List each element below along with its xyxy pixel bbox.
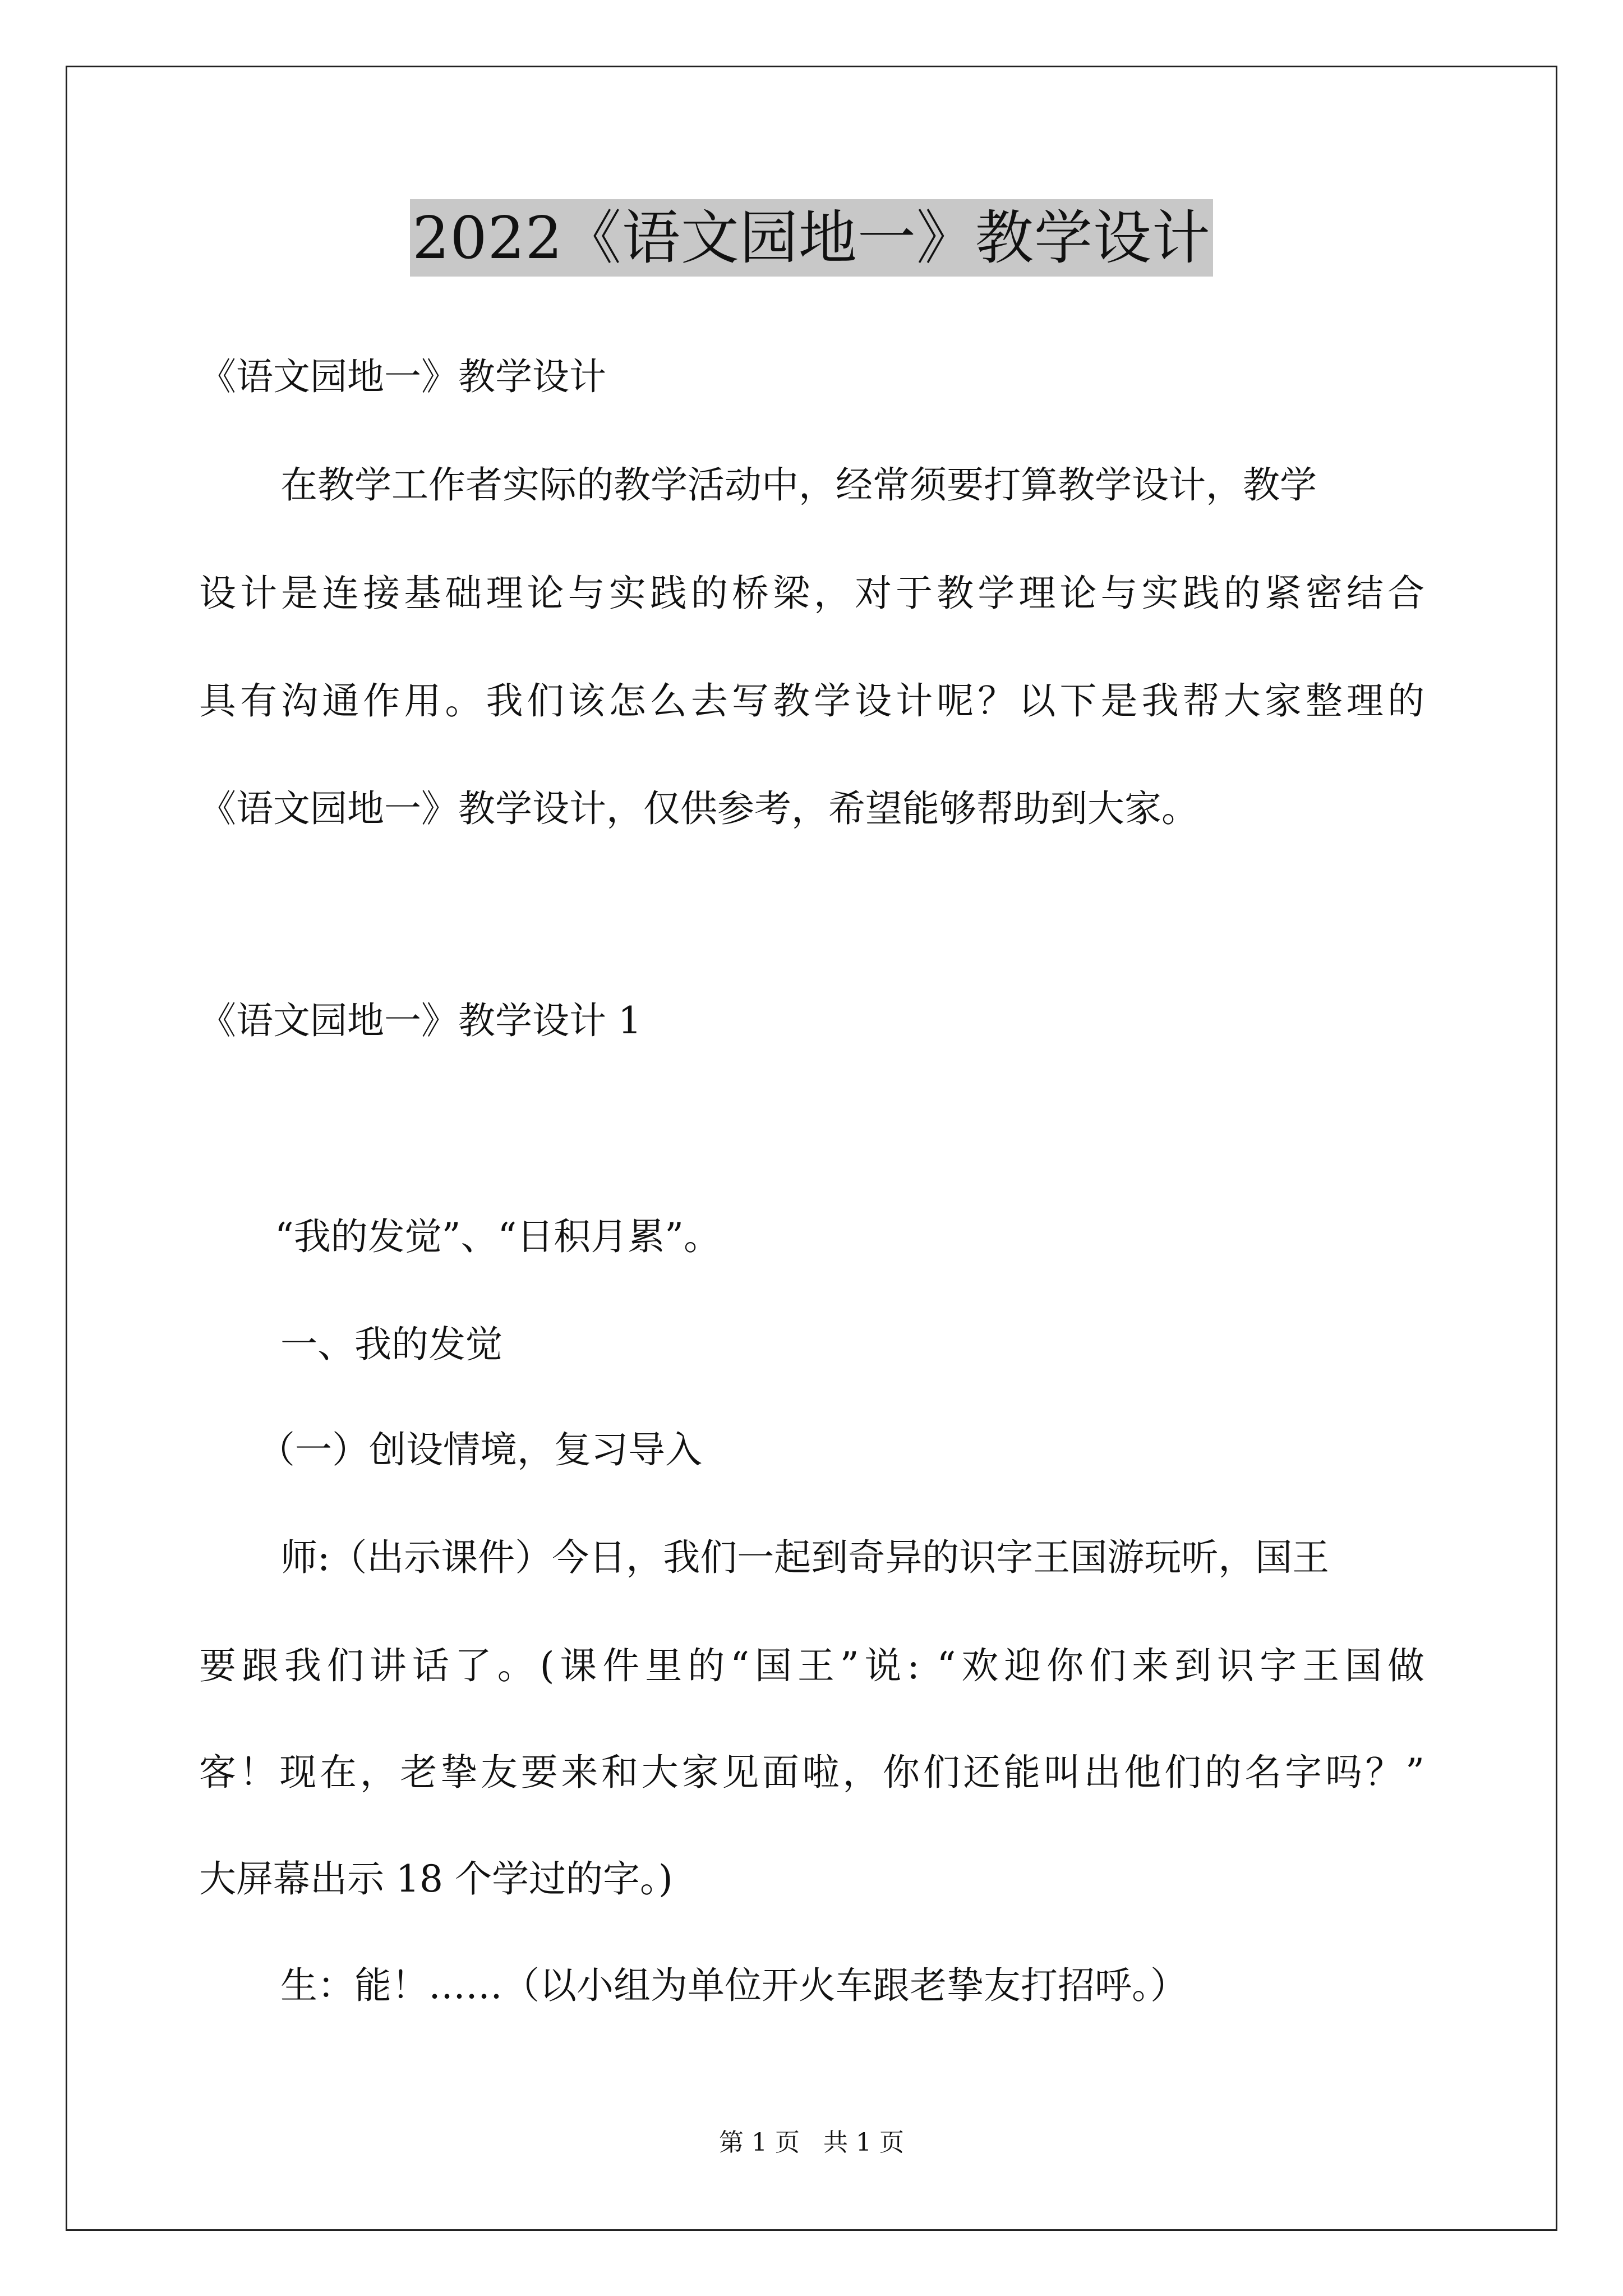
teacher-line-2: 要跟我们讲话了。(课件里的“国王”说: “欢迎你们来到识字王国做 <box>199 1644 1424 1687</box>
page-number: 第 1 页 <box>719 2128 800 2157</box>
intro-line-3: 具有沟通作用。我们该怎么去写教学设计呢？以下是我帮大家整理的 <box>199 679 1424 723</box>
title-container <box>0 199 1623 277</box>
section-heading: 《语文园地一》教学设计 1 <box>199 999 642 1042</box>
document-title: 2022《语文园地一》教学设计 <box>410 199 1213 277</box>
subtitle: 《语文园地一》教学设计 <box>199 355 606 398</box>
teacher-line-1: 师:（出示课件）今日，我们一起到奇异的识字王国游玩听，国王 <box>280 1536 1330 1579</box>
topics-line: “我的发觉”、“日积月累”。 <box>275 1215 721 1258</box>
intro-line-4: 《语文园地一》教学设计，仅供参考，希望能够帮助到大家。 <box>199 787 1198 830</box>
intro-line-2: 设计是连接基础理论与实践的桥梁，对于教学理论与实践的紧密结合 <box>199 572 1424 615</box>
part-heading: 一、我的发觉 <box>280 1323 502 1366</box>
page-footer <box>0 2126 1623 2160</box>
teacher-line-3: 客！现在，老挚友要来和大家见面啦，你们还能叫出他们的名字吗？” <box>199 1751 1424 1794</box>
intro-line-1: 在教学工作者实际的教学活动中，经常须要打算教学设计，教学 <box>280 463 1317 507</box>
page-total: 共 1 页 <box>823 2128 904 2157</box>
sub-heading: （一）创设情境，复习导入 <box>258 1428 702 1471</box>
teacher-line-4: 大屏幕出示 18 个学过的字。) <box>199 1857 673 1901</box>
student-line: 生：能！……（以小组为单位开火车跟老挚友打招呼。） <box>280 1964 1187 2007</box>
